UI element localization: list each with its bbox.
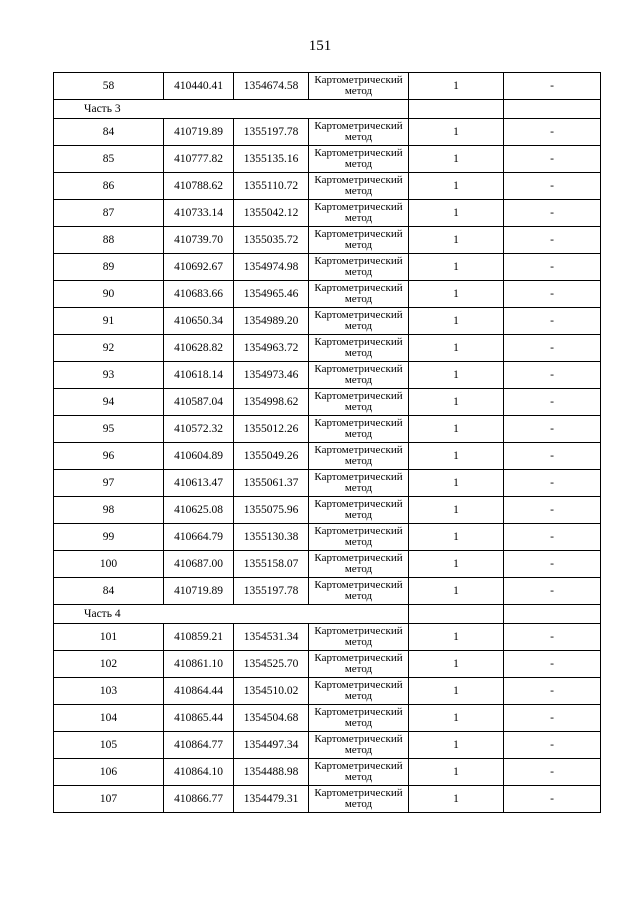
point-number-cell: 105 <box>54 732 164 759</box>
y-coordinate-cell: 1354504.68 <box>234 705 309 732</box>
y-coordinate-cell: 1354510.02 <box>234 678 309 705</box>
count-cell: 1 <box>409 173 504 200</box>
y-coordinate-cell: 1355197.78 <box>234 578 309 605</box>
x-coordinate-cell: 410625.08 <box>164 497 234 524</box>
note-cell: - <box>504 732 601 759</box>
x-coordinate-cell: 410733.14 <box>164 200 234 227</box>
point-number-cell: 86 <box>54 173 164 200</box>
count-cell: 1 <box>409 786 504 813</box>
method-cell: Картометрический метод <box>309 705 409 732</box>
note-cell: - <box>504 678 601 705</box>
y-coordinate-cell: 1354525.70 <box>234 651 309 678</box>
method-cell: Картометрический метод <box>309 732 409 759</box>
method-cell: Картометрический метод <box>309 551 409 578</box>
method-cell: Картометрический метод <box>309 73 409 100</box>
note-cell: - <box>504 443 601 470</box>
method-cell: Картометрический метод <box>309 470 409 497</box>
count-cell: 1 <box>409 470 504 497</box>
method-cell: Картометрический метод <box>309 624 409 651</box>
count-cell: 1 <box>409 119 504 146</box>
point-number-cell: 93 <box>54 362 164 389</box>
y-coordinate-cell: 1355049.26 <box>234 443 309 470</box>
coordinates-table <box>53 72 601 813</box>
note-cell: - <box>504 119 601 146</box>
x-coordinate-cell: 410650.34 <box>164 308 234 335</box>
note-cell: - <box>504 651 601 678</box>
count-cell: 1 <box>409 254 504 281</box>
y-coordinate-cell: 1355061.37 <box>234 470 309 497</box>
section-row <box>54 605 601 624</box>
note-cell: - <box>504 200 601 227</box>
point-number-cell: 87 <box>54 200 164 227</box>
section-empty-cell <box>409 100 504 119</box>
point-number-cell: 84 <box>54 119 164 146</box>
method-cell: Картометрический метод <box>309 227 409 254</box>
note-cell: - <box>504 389 601 416</box>
count-cell: 1 <box>409 551 504 578</box>
table-row <box>54 578 601 605</box>
x-coordinate-cell: 410719.89 <box>164 119 234 146</box>
table-row <box>54 651 601 678</box>
method-cell: Картометрический метод <box>309 416 409 443</box>
table-row <box>54 470 601 497</box>
y-coordinate-cell: 1354497.34 <box>234 732 309 759</box>
x-coordinate-cell: 410864.44 <box>164 678 234 705</box>
method-cell: Картометрический метод <box>309 200 409 227</box>
count-cell: 1 <box>409 651 504 678</box>
x-coordinate-cell: 410587.04 <box>164 389 234 416</box>
method-cell: Картометрический метод <box>309 362 409 389</box>
y-coordinate-cell: 1354963.72 <box>234 335 309 362</box>
note-cell: - <box>504 759 601 786</box>
table-row <box>54 416 601 443</box>
y-coordinate-cell: 1355130.38 <box>234 524 309 551</box>
method-cell: Картометрический метод <box>309 254 409 281</box>
note-cell: - <box>504 254 601 281</box>
method-cell: Картометрический метод <box>309 308 409 335</box>
note-cell: - <box>504 497 601 524</box>
point-number-cell: 102 <box>54 651 164 678</box>
x-coordinate-cell: 410687.00 <box>164 551 234 578</box>
y-coordinate-cell: 1355012.26 <box>234 416 309 443</box>
x-coordinate-cell: 410864.77 <box>164 732 234 759</box>
table-row <box>54 551 601 578</box>
point-number-cell: 98 <box>54 497 164 524</box>
y-coordinate-cell: 1355075.96 <box>234 497 309 524</box>
table-row <box>54 624 601 651</box>
note-cell: - <box>504 335 601 362</box>
point-number-cell: 101 <box>54 624 164 651</box>
x-coordinate-cell: 410604.89 <box>164 443 234 470</box>
count-cell: 1 <box>409 524 504 551</box>
note-cell: - <box>504 281 601 308</box>
table-row <box>54 335 601 362</box>
table-row <box>54 227 601 254</box>
count-cell: 1 <box>409 389 504 416</box>
method-cell: Картометрический метод <box>309 759 409 786</box>
method-cell: Картометрический метод <box>309 146 409 173</box>
point-number-cell: 91 <box>54 308 164 335</box>
method-cell: Картометрический метод <box>309 786 409 813</box>
point-number-cell: 107 <box>54 786 164 813</box>
note-cell: - <box>504 308 601 335</box>
table-row <box>54 732 601 759</box>
x-coordinate-cell: 410719.89 <box>164 578 234 605</box>
y-coordinate-cell: 1354973.46 <box>234 362 309 389</box>
note-cell: - <box>504 524 601 551</box>
count-cell: 1 <box>409 146 504 173</box>
count-cell: 1 <box>409 416 504 443</box>
y-coordinate-cell: 1354989.20 <box>234 308 309 335</box>
note-cell: - <box>504 705 601 732</box>
count-cell: 1 <box>409 759 504 786</box>
x-coordinate-cell: 410664.79 <box>164 524 234 551</box>
point-number-cell: 85 <box>54 146 164 173</box>
point-number-cell: 104 <box>54 705 164 732</box>
table-row <box>54 200 601 227</box>
method-cell: Картометрический метод <box>309 335 409 362</box>
section-label: Часть 3 <box>54 100 409 119</box>
table-row <box>54 678 601 705</box>
note-cell: - <box>504 786 601 813</box>
note-cell: - <box>504 416 601 443</box>
method-cell: Картометрический метод <box>309 443 409 470</box>
count-cell: 1 <box>409 227 504 254</box>
count-cell: 1 <box>409 624 504 651</box>
table-row <box>54 524 601 551</box>
note-cell: - <box>504 551 601 578</box>
y-coordinate-cell: 1354965.46 <box>234 281 309 308</box>
point-number-cell: 106 <box>54 759 164 786</box>
y-coordinate-cell: 1355135.16 <box>234 146 309 173</box>
point-number-cell: 84 <box>54 578 164 605</box>
method-cell: Картометрический метод <box>309 578 409 605</box>
y-coordinate-cell: 1355035.72 <box>234 227 309 254</box>
x-coordinate-cell: 410777.82 <box>164 146 234 173</box>
note-cell: - <box>504 146 601 173</box>
count-cell: 1 <box>409 578 504 605</box>
x-coordinate-cell: 410683.66 <box>164 281 234 308</box>
table-row <box>54 173 601 200</box>
method-cell: Картометрический метод <box>309 389 409 416</box>
point-number-cell: 90 <box>54 281 164 308</box>
y-coordinate-cell: 1355042.12 <box>234 200 309 227</box>
x-coordinate-cell: 410572.32 <box>164 416 234 443</box>
method-cell: Картометрический метод <box>309 173 409 200</box>
point-number-cell: 100 <box>54 551 164 578</box>
method-cell: Картометрический метод <box>309 119 409 146</box>
table-row <box>54 254 601 281</box>
count-cell: 1 <box>409 335 504 362</box>
x-coordinate-cell: 410865.44 <box>164 705 234 732</box>
x-coordinate-cell: 410618.14 <box>164 362 234 389</box>
method-cell: Картометрический метод <box>309 497 409 524</box>
note-cell: - <box>504 578 601 605</box>
count-cell: 1 <box>409 443 504 470</box>
method-cell: Картометрический метод <box>309 281 409 308</box>
table-row <box>54 146 601 173</box>
y-coordinate-cell: 1354974.98 <box>234 254 309 281</box>
y-coordinate-cell: 1354488.98 <box>234 759 309 786</box>
page-number: 151 <box>308 38 332 54</box>
section-label: Часть 4 <box>54 605 409 624</box>
count-cell: 1 <box>409 678 504 705</box>
count-cell: 1 <box>409 497 504 524</box>
y-coordinate-cell: 1354674.58 <box>234 73 309 100</box>
point-number-cell: 58 <box>54 73 164 100</box>
table-row <box>54 389 601 416</box>
note-cell: - <box>504 227 601 254</box>
x-coordinate-cell: 410628.82 <box>164 335 234 362</box>
table-row <box>54 705 601 732</box>
x-coordinate-cell: 410613.47 <box>164 470 234 497</box>
table-row <box>54 281 601 308</box>
table-row <box>54 362 601 389</box>
note-cell: - <box>504 173 601 200</box>
table-row <box>54 73 601 100</box>
point-number-cell: 88 <box>54 227 164 254</box>
section-empty-cell <box>409 605 504 624</box>
count-cell: 1 <box>409 308 504 335</box>
point-number-cell: 95 <box>54 416 164 443</box>
x-coordinate-cell: 410788.62 <box>164 173 234 200</box>
count-cell: 1 <box>409 73 504 100</box>
x-coordinate-cell: 410864.10 <box>164 759 234 786</box>
table-row <box>54 308 601 335</box>
point-number-cell: 89 <box>54 254 164 281</box>
y-coordinate-cell: 1354531.34 <box>234 624 309 651</box>
note-cell: - <box>504 73 601 100</box>
y-coordinate-cell: 1354479.31 <box>234 786 309 813</box>
table-row <box>54 786 601 813</box>
count-cell: 1 <box>409 281 504 308</box>
point-number-cell: 99 <box>54 524 164 551</box>
count-cell: 1 <box>409 732 504 759</box>
y-coordinate-cell: 1355197.78 <box>234 119 309 146</box>
method-cell: Картометрический метод <box>309 678 409 705</box>
table-row <box>54 119 601 146</box>
table-row <box>54 443 601 470</box>
y-coordinate-cell: 1355158.07 <box>234 551 309 578</box>
x-coordinate-cell: 410861.10 <box>164 651 234 678</box>
x-coordinate-cell: 410440.41 <box>164 73 234 100</box>
note-cell: - <box>504 470 601 497</box>
method-cell: Картометрический метод <box>309 651 409 678</box>
point-number-cell: 94 <box>54 389 164 416</box>
point-number-cell: 97 <box>54 470 164 497</box>
section-empty-cell <box>504 605 601 624</box>
x-coordinate-cell: 410739.70 <box>164 227 234 254</box>
count-cell: 1 <box>409 705 504 732</box>
x-coordinate-cell: 410692.67 <box>164 254 234 281</box>
note-cell: - <box>504 362 601 389</box>
point-number-cell: 92 <box>54 335 164 362</box>
point-number-cell: 96 <box>54 443 164 470</box>
x-coordinate-cell: 410866.77 <box>164 786 234 813</box>
coordinates-table-body <box>54 73 601 813</box>
section-empty-cell <box>504 100 601 119</box>
y-coordinate-cell: 1355110.72 <box>234 173 309 200</box>
count-cell: 1 <box>409 200 504 227</box>
count-cell: 1 <box>409 362 504 389</box>
note-cell: - <box>504 624 601 651</box>
point-number-cell: 103 <box>54 678 164 705</box>
table-row <box>54 759 601 786</box>
x-coordinate-cell: 410859.21 <box>164 624 234 651</box>
section-row <box>54 100 601 119</box>
method-cell: Картометрический метод <box>309 524 409 551</box>
y-coordinate-cell: 1354998.62 <box>234 389 309 416</box>
table-row <box>54 497 601 524</box>
